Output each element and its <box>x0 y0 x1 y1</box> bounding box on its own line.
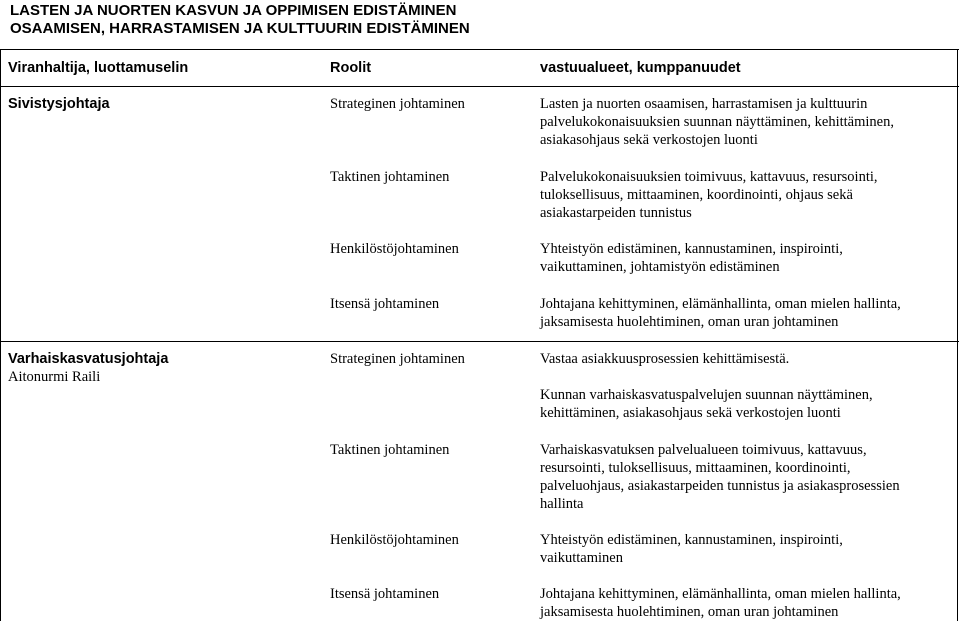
role-description <box>540 350 950 368</box>
description-line: Palvelukokonaisuuksien toimivuus, kattavuus, resursointi, <box>540 169 878 185</box>
description-line: palveluohjaus, asiakastarpeiden tunnistus ja asiakasprosessien <box>540 478 900 494</box>
role-description <box>540 95 950 149</box>
official-person-name: Aitonurmi Raili <box>8 369 101 385</box>
description-line: Vastaa asiakkuusprosessien kehittämisestä. <box>540 351 790 367</box>
description-line: palvelukokonaisuuksien suunnan näyttäminen, kehittäminen, <box>540 114 894 130</box>
official-title: Varhaiskasvatusjohtaja <box>8 351 169 367</box>
description-line: Lasten ja nuorten osaamisen, harrastamisen ja kulttuurin <box>540 96 868 112</box>
description-line: vaikuttaminen <box>540 550 623 566</box>
table-top-rule <box>0 49 959 50</box>
description-line: hallinta <box>540 496 584 512</box>
role-label: Taktinen johtaminen <box>330 442 450 458</box>
official-cell <box>8 350 318 386</box>
role-label: Taktinen johtaminen <box>330 169 450 185</box>
document-title <box>10 2 470 38</box>
table-left-border <box>0 49 1 621</box>
role-label: Henkilöstöjohtaminen <box>330 241 459 257</box>
description-line: kehittäminen, asiakasohjaus sekä verkostojen luonti <box>540 405 841 421</box>
description-line: Johtajana kehittyminen, elämänhallinta, oman mielen hallinta, <box>540 586 901 602</box>
description-line: asiakastarpeiden tunnistus <box>540 205 692 221</box>
description-line: resursointi, tuloksellisuus, mittaaminen, koordinointi, <box>540 460 851 476</box>
table-right-border <box>957 49 958 621</box>
description-line: Yhteistyön edistäminen, kannustaminen, inspirointi, <box>540 241 843 257</box>
role-description <box>540 585 950 621</box>
title-line-2: OSAAMISEN, HARRASTAMISEN JA KULTTUURIN EDISTÄMINEN <box>10 20 470 37</box>
header-responsibilities: vastuualueet, kumppanuudet <box>540 60 741 76</box>
role-label: Strateginen johtaminen <box>330 96 465 112</box>
description-line: Johtajana kehittyminen, elämänhallinta, oman mielen hallinta, <box>540 296 901 312</box>
role-description <box>540 168 950 222</box>
role-label: Strateginen johtaminen <box>330 351 465 367</box>
role-label: Itsensä johtaminen <box>330 296 440 312</box>
role-description <box>540 386 950 422</box>
row-divider <box>0 341 959 342</box>
role-label: Henkilöstöjohtaminen <box>330 532 459 548</box>
role-label: Itsensä johtaminen <box>330 586 440 602</box>
description-line: asiakasohjaus sekä verkostojen luonti <box>540 132 758 148</box>
official-title: Sivistysjohtaja <box>8 96 110 112</box>
description-line: vaikuttaminen, johtamistyön edistäminen <box>540 259 780 275</box>
header-official: Viranhaltija, luottamuselin <box>8 60 189 76</box>
role-description <box>540 295 950 331</box>
header-roles: Roolit <box>330 60 372 76</box>
description-line: Varhaiskasvatuksen palvelualueen toimivuus, kattavuus, <box>540 442 867 458</box>
description-line: tuloksellisuus, mittaaminen, koordinointi, ohjaus sekä <box>540 187 853 203</box>
description-line: Yhteistyön edistäminen, kannustaminen, inspirointi, <box>540 532 843 548</box>
description-line: jaksamisesta huolehtiminen, oman uran johtaminen <box>540 314 839 330</box>
role-description <box>540 531 950 567</box>
role-description <box>540 240 950 276</box>
description-line: Kunnan varhaiskasvatuspalvelujen suunnan näyttäminen, <box>540 387 873 403</box>
title-line-1: LASTEN JA NUORTEN KASVUN JA OPPIMISEN EDISTÄMINEN <box>10 2 457 19</box>
role-description <box>540 441 950 513</box>
description-line: jaksamisesta huolehtiminen, oman uran johtaminen <box>540 604 839 620</box>
header-bottom-rule <box>0 86 959 87</box>
